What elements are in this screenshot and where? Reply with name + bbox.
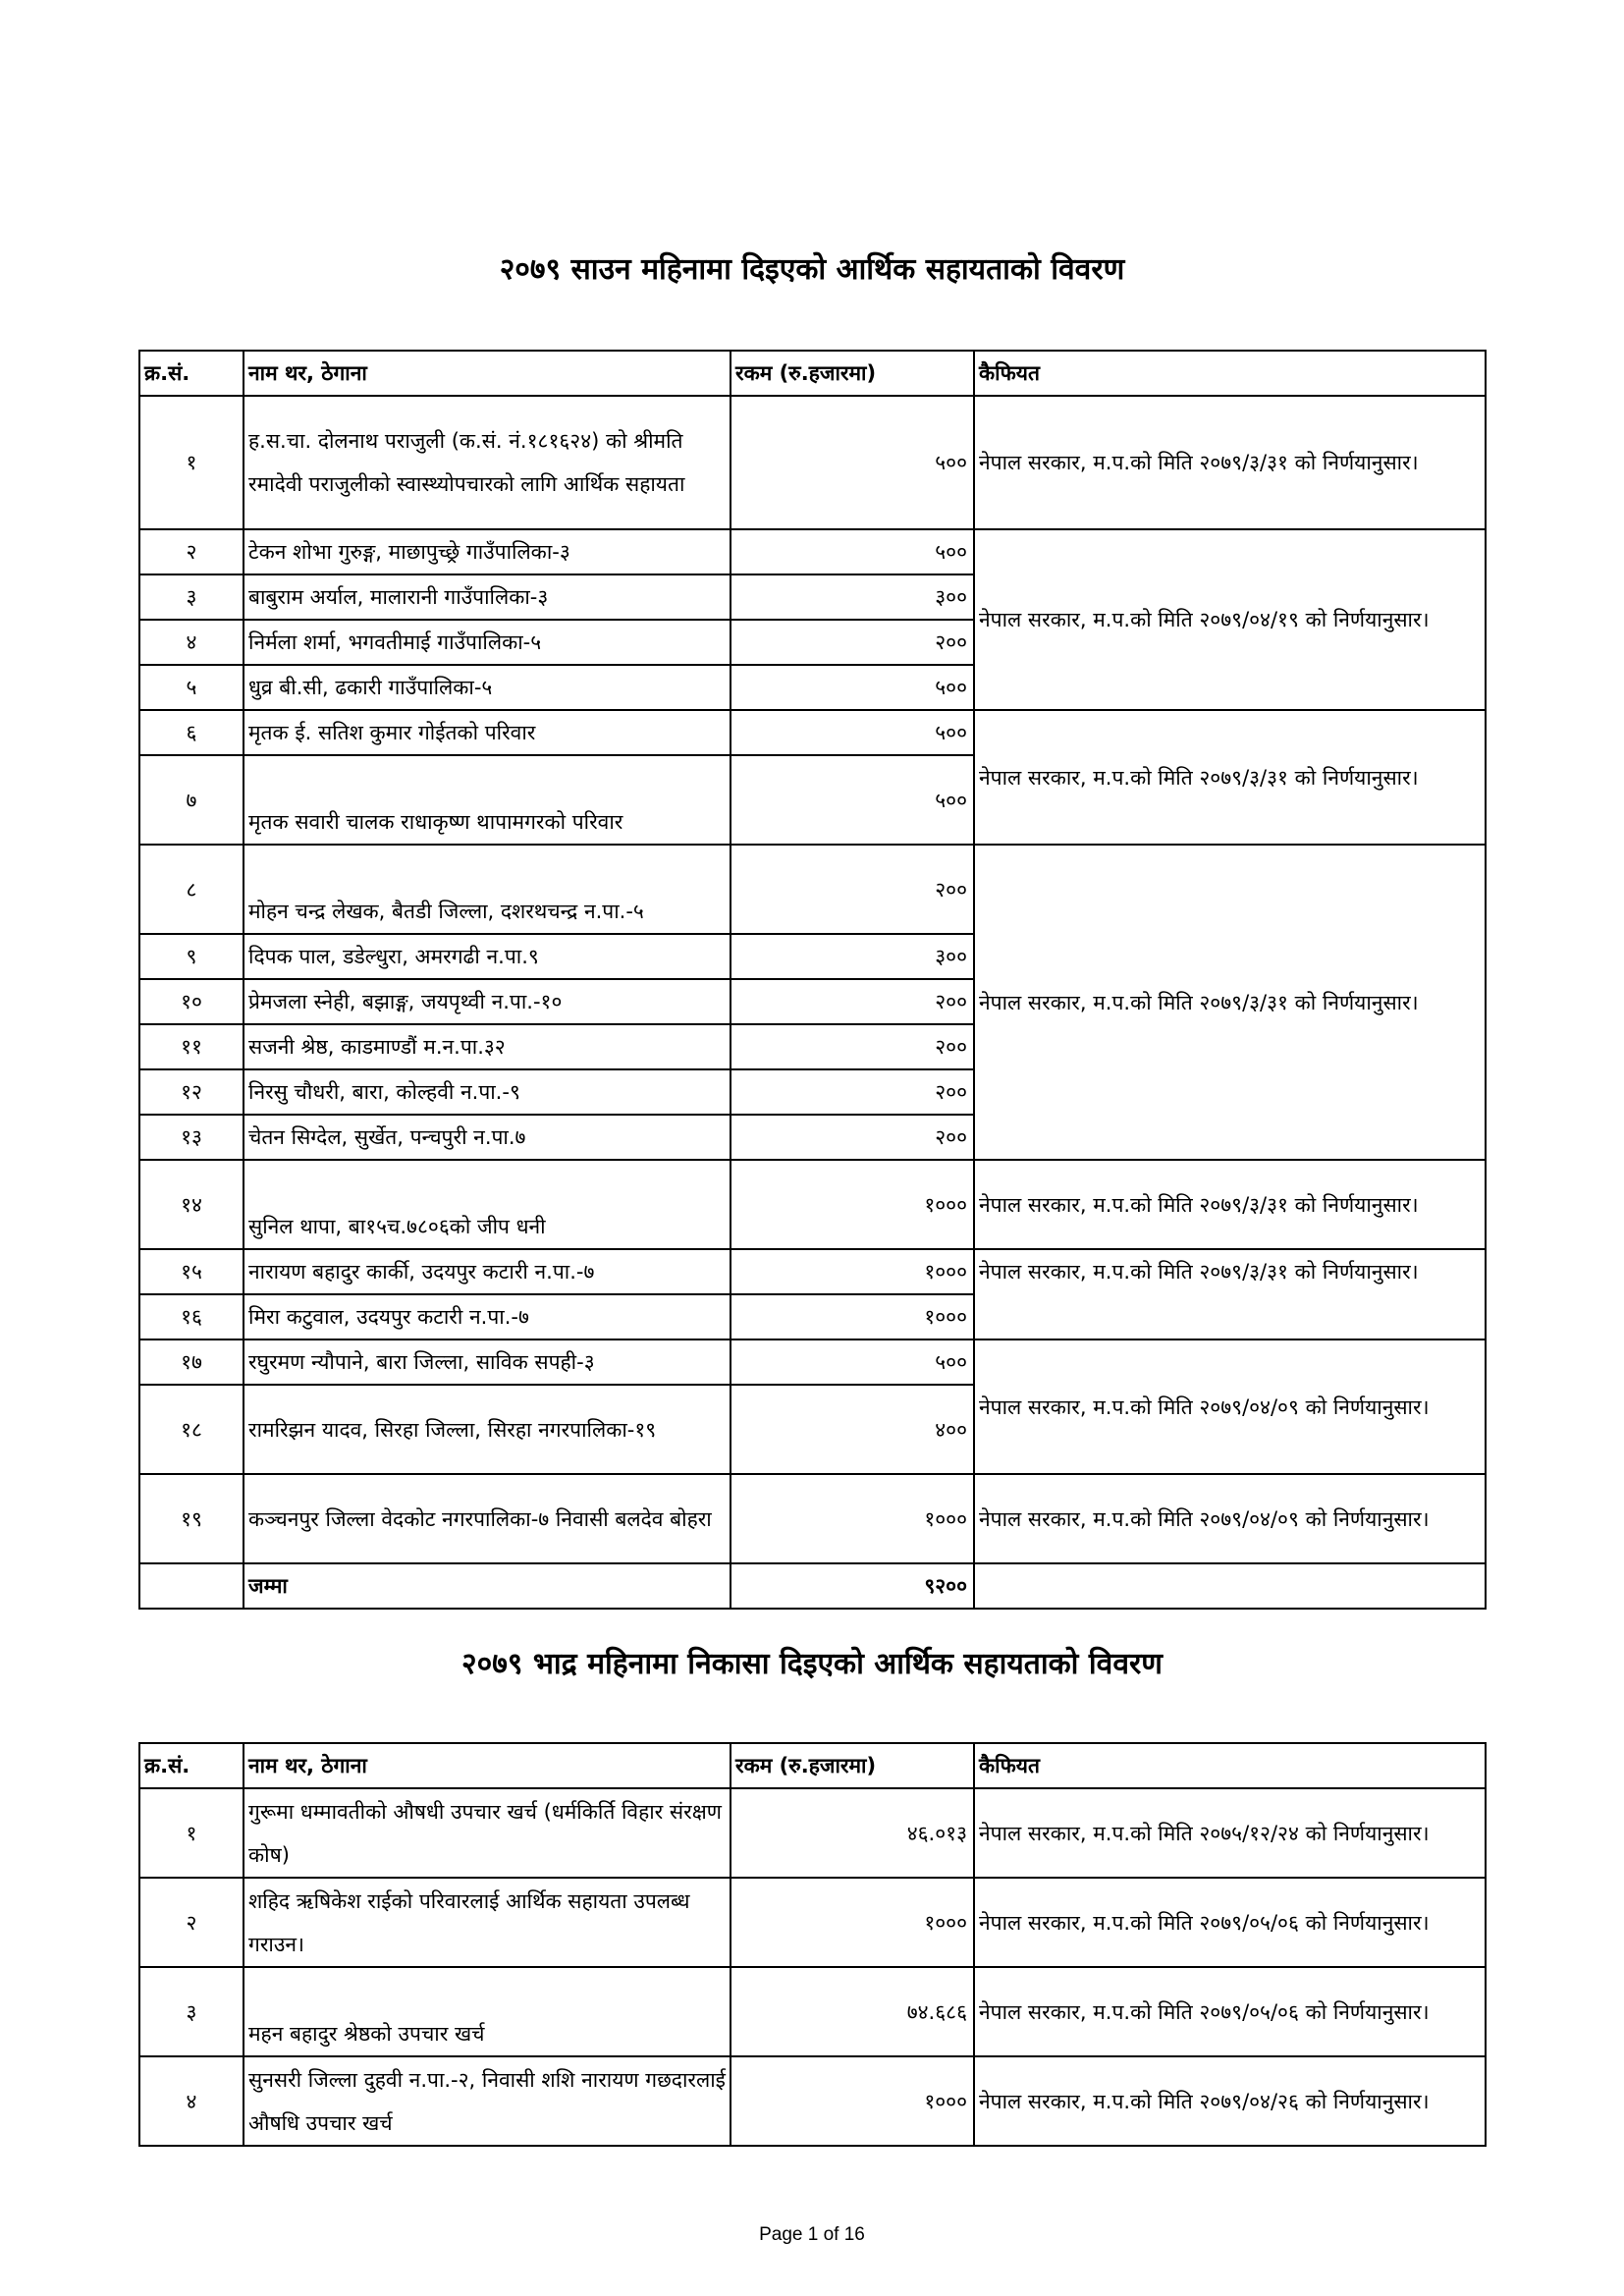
header-sn: क्र.सं. — [139, 351, 244, 396]
header-sn: क्र.सं. — [139, 1743, 244, 1788]
header-remarks: कैफियत — [974, 1743, 1486, 1788]
row-amount: ५०० — [731, 710, 974, 755]
table-row — [139, 1967, 1486, 2056]
row-remark: नेपाल सरकार, म.प.को मिति २०७९/०४/१९ को निर्णयानुसार। — [974, 529, 1486, 710]
row-amount: १००० — [731, 1249, 974, 1294]
table-header-row — [139, 1743, 1486, 1788]
header-remarks: कैफियत — [974, 351, 1486, 396]
row-name: सुनसरी जिल्ला दुहवी न.पा.-२, निवासी शशि नारायण गछदारलाई औषधि उपचार खर्च — [244, 2056, 731, 2146]
row-name: सुनिल थापा, बा१५च.७८०६को जीप धनी — [244, 1160, 731, 1249]
section1-title: २०७९ साउन महिनामा दिइएको आर्थिक सहायताको विवरण — [499, 252, 1125, 287]
row-name: चेतन सिग्देल, सुर्खेत, पन्चपुरी न.पा.७ — [244, 1115, 731, 1160]
table-header-row — [139, 351, 1486, 396]
row-amount: ५०० — [731, 755, 974, 845]
row-remark: नेपाल सरकार, म.प.को मिति २०७९/०५/०६ को निर्णयानुसार। — [974, 1878, 1486, 1967]
row-amount: ७४.६८६ — [731, 1967, 974, 2056]
row-remark: नेपाल सरकार, म.प.को मिति २०७९/०५/०६ को निर्णयानुसार। — [974, 1967, 1486, 2056]
row-name: सजनी श्रेष्ठ, काडमाण्डौं म.न.पा.३२ — [244, 1024, 731, 1069]
row-name: निरसु चौधरी, बारा, कोल्हवी न.पा.-९ — [244, 1069, 731, 1115]
row-sn: १० — [139, 979, 244, 1024]
row-name: मृतक सवारी चालक राधाकृष्ण थापामगरको परिवार — [244, 755, 731, 845]
total-amount: ९२०० — [731, 1563, 974, 1609]
row-sn: ५ — [139, 665, 244, 710]
row-sn: ३ — [139, 574, 244, 620]
row-sn: ९ — [139, 934, 244, 979]
row-sn: ४ — [139, 620, 244, 665]
table-row — [139, 396, 1486, 529]
header-amount: रकम (रु.हजारमा) — [731, 351, 974, 396]
row-sn: ७ — [139, 755, 244, 845]
row-amount: ५०० — [731, 665, 974, 710]
row-sn: १ — [139, 396, 244, 529]
row-name: बाबुराम अर्याल, मालारानी गाउँपालिका-३ — [244, 574, 731, 620]
header-name: नाम थर, ठेगाना — [244, 351, 731, 396]
row-amount: ४६.०१३ — [731, 1788, 974, 1878]
row-sn: १३ — [139, 1115, 244, 1160]
row-amount: ३०० — [731, 934, 974, 979]
row-amount: ३०० — [731, 574, 974, 620]
row-sn: ८ — [139, 845, 244, 934]
table-row — [139, 1339, 1486, 1385]
row-name: मिरा कटुवाल, उदयपुर कटारी न.पा.-७ — [244, 1294, 731, 1339]
row-sn: १६ — [139, 1294, 244, 1339]
row-amount: १००० — [731, 1294, 974, 1339]
row-sn: ११ — [139, 1024, 244, 1069]
row-remark: नेपाल सरकार, म.प.को मिति २०७९/३/३१ को निर्णयानुसार। — [974, 396, 1486, 529]
row-name: नारायण बहादुर कार्की, उदयपुर कटारी न.पा.-७ — [244, 1249, 731, 1294]
page-number: Page 1 of 16 — [759, 2224, 865, 2245]
row-sn: १९ — [139, 1474, 244, 1563]
table-row — [139, 710, 1486, 755]
row-name: निर्मला शर्मा, भगवतीमाई गाउँपालिका-५ — [244, 620, 731, 665]
table-row — [139, 529, 1486, 574]
table-row — [139, 1160, 1486, 1249]
total-row — [139, 1563, 1486, 1609]
row-name: शहिद ऋषिकेश राईको परिवारलाई आर्थिक सहायता उपलब्ध गराउन। — [244, 1878, 731, 1967]
table-row — [139, 845, 1486, 934]
row-amount: १००० — [731, 1474, 974, 1563]
row-sn: ४ — [139, 2056, 244, 2146]
row-amount: २०० — [731, 979, 974, 1024]
table-row — [139, 1878, 1486, 1967]
row-name: रामरिझन यादव, सिरहा जिल्ला, सिरहा नगरपालिका-१९ — [244, 1385, 731, 1474]
total-sn-cell — [139, 1563, 244, 1609]
row-amount: १००० — [731, 2056, 974, 2146]
row-sn: १ — [139, 1788, 244, 1878]
row-name: मृतक ई. सतिश कुमार गोईतको परिवार — [244, 710, 731, 755]
row-remark: नेपाल सरकार, म.प.को मिति २०७९/३/३१ को निर्णयानुसार। — [974, 845, 1486, 1160]
row-amount: १००० — [731, 1878, 974, 1967]
section1-table — [138, 350, 1487, 1610]
row-amount: ५०० — [731, 396, 974, 529]
header-name: नाम थर, ठेगाना — [244, 1743, 731, 1788]
row-name: ह.स.चा. दोलनाथ पराजुली (क.सं. नं.१८१६२४) को श्रीमति रमादेवी पराजुलीको स्वास्थ्योपचारको लागि आर्थिक सहायता — [244, 396, 731, 529]
header-amount: रकम (रु.हजारमा) — [731, 1743, 974, 1788]
row-name: प्रेमजला स्नेही, बझाङ्ग, जयपृथ्वी न.पा.-१० — [244, 979, 731, 1024]
row-name: मोहन चन्द्र लेखक, बैतडी जिल्ला, दशरथचन्द्र न.पा.-५ — [244, 845, 731, 934]
row-name: टेकन शोभा गुरुङ्ग, माछापुच्छ्रे गाउँपालिका-३ — [244, 529, 731, 574]
row-remark: नेपाल सरकार, म.प.को मिति २०७९/३/३१ को निर्णयानुसार। — [974, 1160, 1486, 1249]
section2-title: २०७९ भाद्र महिनामा निकासा दिइएको आर्थिक सहायताको विवरण — [461, 1647, 1163, 1681]
row-sn: १४ — [139, 1160, 244, 1249]
row-sn: २ — [139, 529, 244, 574]
row-name: महन बहादुर श्रेष्ठको उपचार खर्च — [244, 1967, 731, 2056]
row-sn: ६ — [139, 710, 244, 755]
row-remark: नेपाल सरकार, म.प.को मिति २०७९/३/३१ को निर्णयानुसार। — [974, 1249, 1486, 1339]
row-name: दिपक पाल, डडेल्धुरा, अमरगढी न.पा.९ — [244, 934, 731, 979]
row-amount: ५०० — [731, 529, 974, 574]
table-row — [139, 2056, 1486, 2146]
row-sn: १७ — [139, 1339, 244, 1385]
row-sn: १८ — [139, 1385, 244, 1474]
row-sn: २ — [139, 1878, 244, 1967]
row-remark: नेपाल सरकार, म.प.को मिति २०७५/१२/२४ को निर्णयानुसार। — [974, 1788, 1486, 1878]
section2-table — [138, 1742, 1487, 2147]
row-name: कञ्चनपुर जिल्ला वेदकोट नगरपालिका-७ निवासी बलदेव बोहरा — [244, 1474, 731, 1563]
row-amount: २०० — [731, 1024, 974, 1069]
row-remark: नेपाल सरकार, म.प.को मिति २०७९/०४/०९ को निर्णयानुसार। — [974, 1339, 1486, 1474]
row-remark: नेपाल सरकार, म.प.को मिति २०७९/३/३१ को निर्णयानुसार। — [974, 710, 1486, 845]
table-row — [139, 1249, 1486, 1294]
row-amount: ४०० — [731, 1385, 974, 1474]
row-sn: १२ — [139, 1069, 244, 1115]
row-name: रघुरमण न्यौपाने, बारा जिल्ला, साविक सपही-३ — [244, 1339, 731, 1385]
row-amount: २०० — [731, 1069, 974, 1115]
row-name: गुरूमा धम्मावतीको औषधी उपचार खर्च (धर्मकिर्ति विहार संरक्षण कोष) — [244, 1788, 731, 1878]
row-sn: १५ — [139, 1249, 244, 1294]
table-row — [139, 1474, 1486, 1563]
total-label: जम्मा — [244, 1563, 731, 1609]
row-amount: १००० — [731, 1160, 974, 1249]
row-amount: ५०० — [731, 1339, 974, 1385]
row-sn: ३ — [139, 1967, 244, 2056]
table-row — [139, 1788, 1486, 1878]
row-remark: नेपाल सरकार, म.प.को मिति २०७९/०४/२६ को निर्णयानुसार। — [974, 2056, 1486, 2146]
row-name: धुव्र बी.सी, ढकारी गाउँपालिका-५ — [244, 665, 731, 710]
row-amount: २०० — [731, 845, 974, 934]
row-amount: २०० — [731, 1115, 974, 1160]
row-remark: नेपाल सरकार, म.प.को मिति २०७९/०४/०९ को निर्णयानुसार। — [974, 1474, 1486, 1563]
total-remark-cell — [974, 1563, 1486, 1609]
row-amount: २०० — [731, 620, 974, 665]
